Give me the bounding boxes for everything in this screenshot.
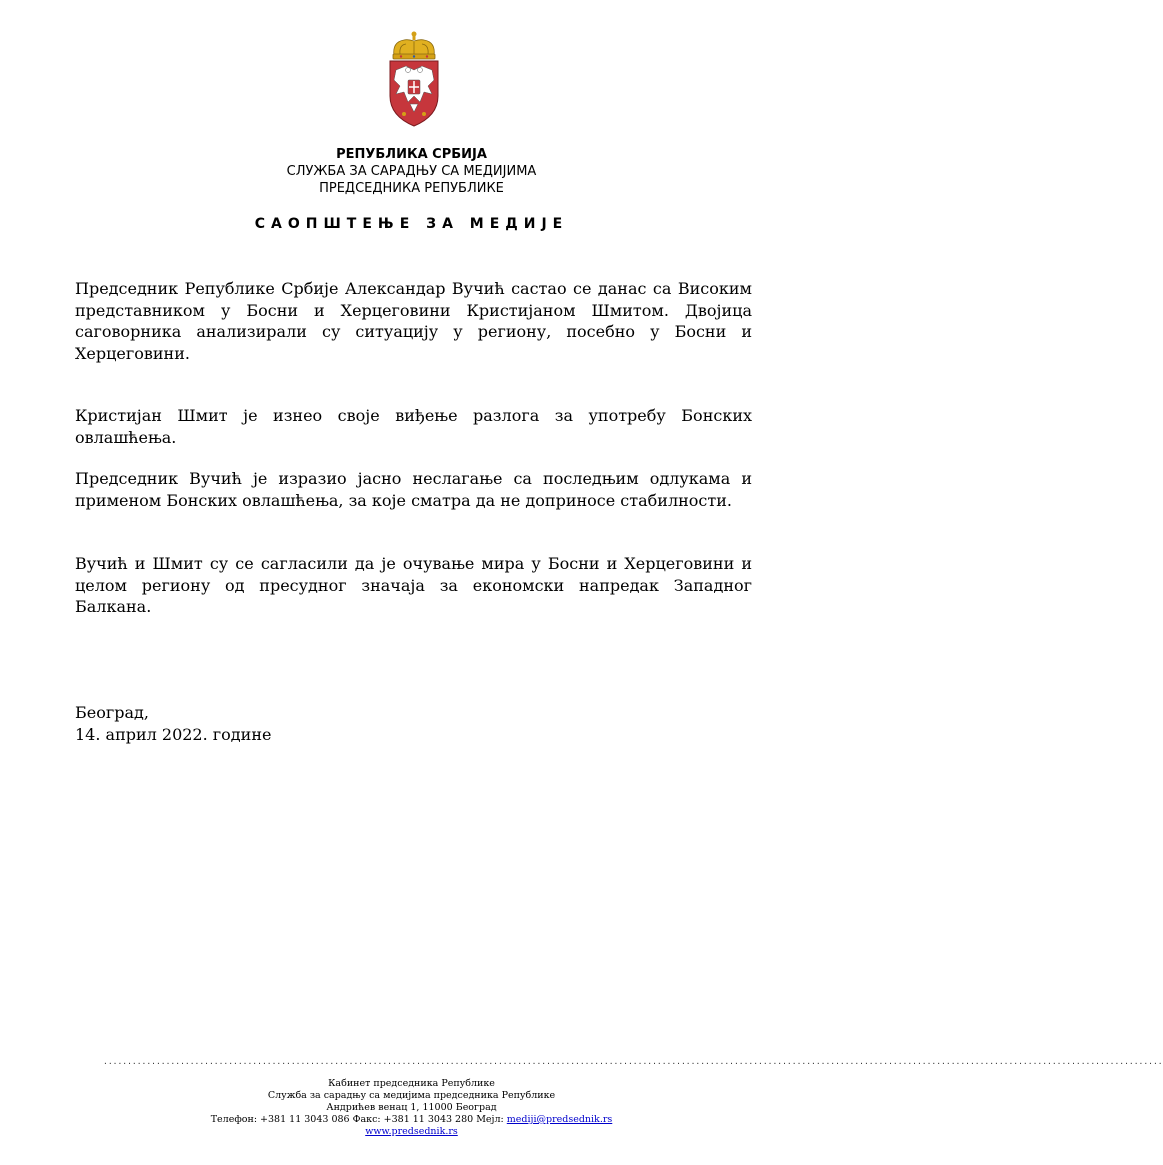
paragraph-3: Председник Вучић је изразио јасно неслагање са последњим одлукама и применом Бонских овлашћења, за које сматра да не доприносе стабилности. bbox=[75, 469, 752, 510]
coat-of-arms-icon bbox=[386, 30, 442, 128]
service-heading: СЛУЖБА ЗА САРАДЊУ СА МЕДИЈИМА bbox=[286, 164, 537, 179]
footer-divider: ............................................................................................................................................................................................................................ bbox=[103, 1057, 1163, 1066]
website-link[interactable]: www.predsednik.rs bbox=[365, 1126, 458, 1137]
email-link[interactable]: mediji@predsednik.rs bbox=[506, 1114, 613, 1125]
footer-contacts bbox=[0, 1114, 823, 1126]
footer-address: Андрићев венац 1, 11000 Београд bbox=[326, 1102, 497, 1113]
date: 14. април 2022. године bbox=[75, 725, 272, 744]
footer-service: Служба за сарадњу са медијима председника Републике bbox=[267, 1090, 556, 1101]
place: Београд, bbox=[75, 703, 149, 722]
president-heading: ПРЕДСЕДНИКА РЕПУБЛИКЕ bbox=[319, 181, 504, 196]
place-and-date bbox=[75, 702, 271, 746]
republic-heading: РЕПУБЛИКА СРБИЈА bbox=[336, 147, 487, 162]
crown bbox=[393, 32, 435, 60]
paragraph-2: Кристијан Шмит је изнео своје виђење разлога за употребу Бонских овлашћења. bbox=[75, 406, 752, 447]
document-title: САОПШТЕЊЕ ЗА МЕДИЈЕ bbox=[254, 216, 569, 232]
paragraph-4: Вучић и Шмит су се сагласили да је очување мира у Босни и Херцеговини и целом региону од пресудног значаја за економски напредак Западног Балкана. bbox=[75, 554, 752, 616]
footer-phone-fax: Телефон: +381 11 3043 086 Факс: +381 11 3043 280 Мејл: bbox=[210, 1114, 507, 1125]
letterhead bbox=[0, 146, 823, 197]
footer-office: Кабинет председника Републике bbox=[328, 1078, 495, 1089]
footer bbox=[0, 1078, 823, 1138]
paragraph-1: Председник Републике Србије Александар Вучић састао се данас са Високим представником у Босни и Херцеговини Кристијаном Шмитом. Двојица саговорника анализирали су ситуацију у региону, посебно у Босни и Херцеговини. bbox=[75, 279, 752, 363]
